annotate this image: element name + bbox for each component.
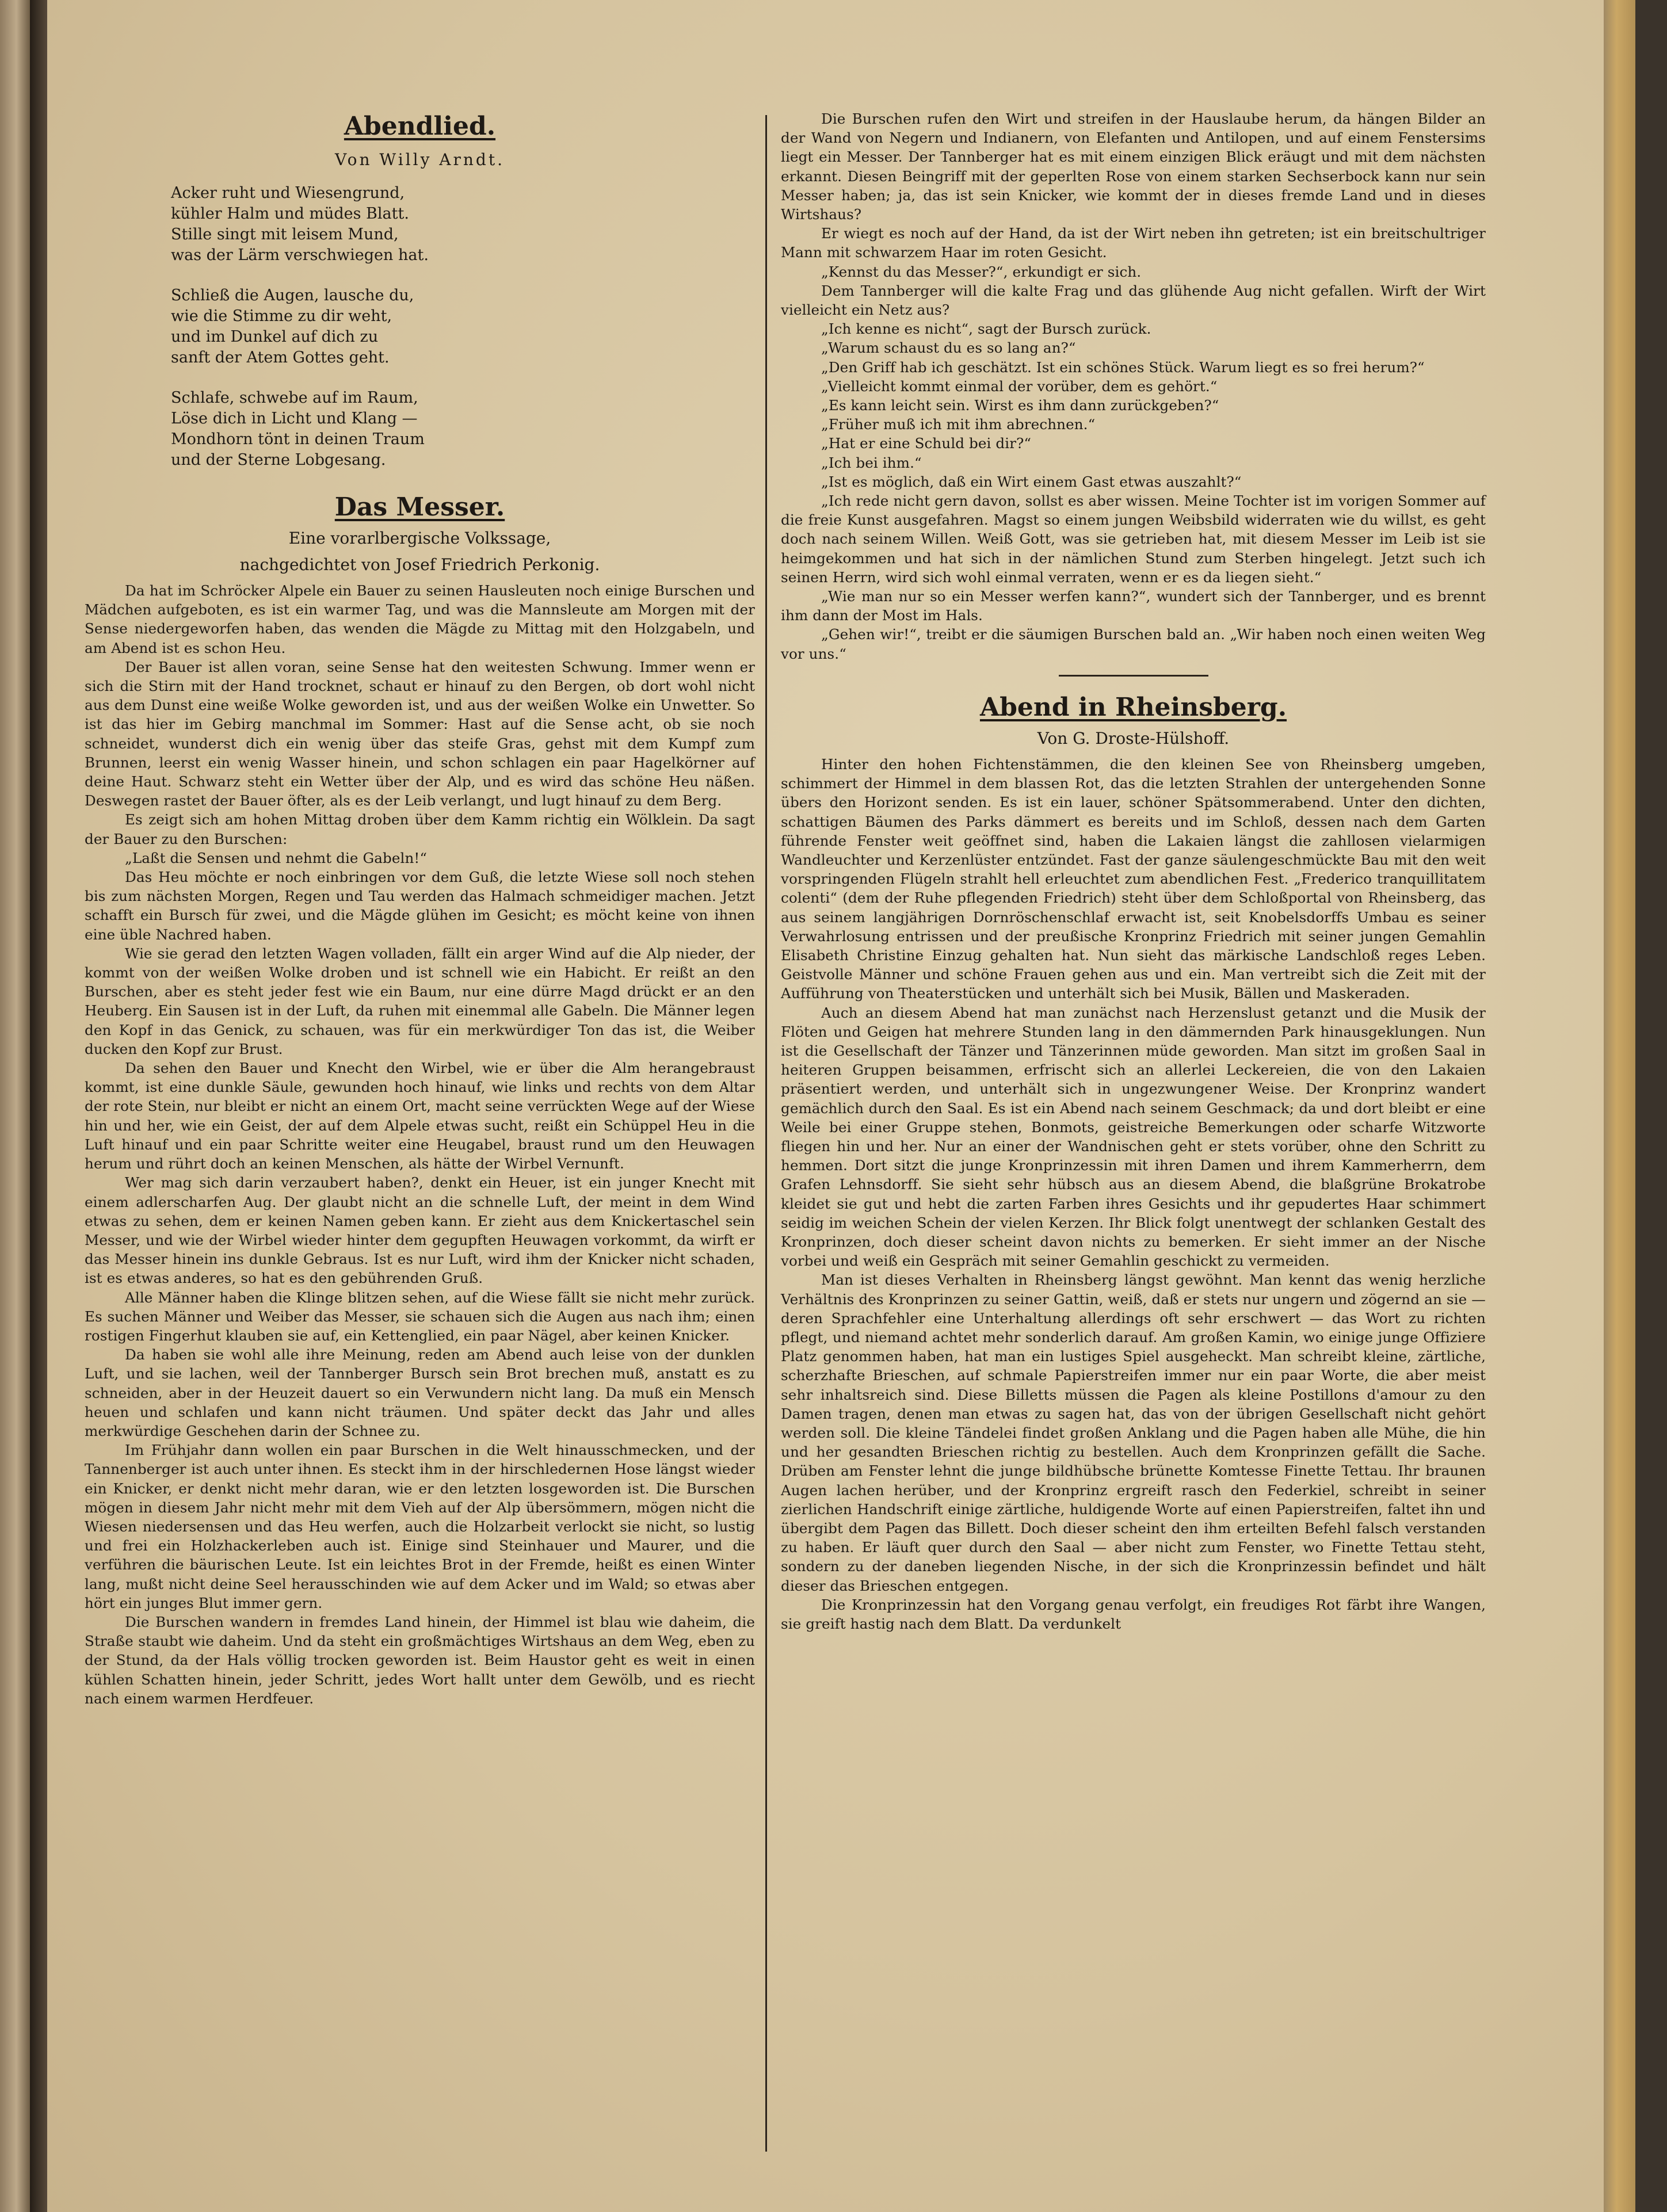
paragraph: „Hat er eine Schuld bei dir?“ bbox=[821, 435, 1032, 452]
story-title: Abend in Rheinsberg. bbox=[979, 692, 1287, 722]
poem-line: und der Sterne Lobgesang. bbox=[171, 451, 386, 469]
paragraph: Dem Tannberger will die kalte Frag und das glühende Aug nicht gefallen. Wirft der Wirt vielleicht ein Netz aus? bbox=[781, 282, 1486, 319]
story-title: Das Messer. bbox=[334, 492, 505, 522]
paragraph: Da hat im Schröcker Alpele ein Bauer zu seinen Hausleuten noch einige Burschen und Mädchen aufgeboten, es ist ein warmer Tag, und was die Mannsleute am Morgen mit der Sense niedergeworfen haben, das wenden die Mägde zu Mittag mit den Holzgabeln, und am Abend ist es schon Heu. bbox=[85, 582, 755, 656]
paragraph: Wer mag sich darin verzaubert haben?, denkt ein Heuer, ist ein junger Knecht mit einem adlerscharfen Aug. Der glaubt nicht an die schnelle Luft, der meint in dem Wind etwas zu sehen, dem er keinen Namen geben kann. Er zieht aus dem Knickertaschel sein Messer, und wie der Wirbel wieder hinter dem gegupften Heuwagen vorkommt, da wirft er das Messer hinein ins dunkle Gebraus. Ist es nur Luft, wird ihm der Knicker nicht schaden, ist es etwas anderes, so hat es den gebührenden Gruß. bbox=[85, 1174, 755, 1287]
paragraph: Die Burschen wandern in fremdes Land hinein, der Himmel ist blau wie daheim, die Straße staubt wie daheim. Und da steht ein großmächtiges Wirtshaus an dem Weg, eben zu der Stund, da der Hals völlig trocken geworden ist. Beim Haustor geht es weit in einen kühlen Schatten hinein, jeder Schritt, jedes Wort hallt unter dem Gewölb, und es riecht nach einem warmen Herdfeuer. bbox=[85, 1613, 755, 1707]
story2-text bbox=[781, 755, 1486, 1633]
poem-line: Stille singt mit leisem Mund, bbox=[171, 226, 399, 243]
book-gutter bbox=[30, 0, 47, 2212]
poem-line: und im Dunkel auf dich zu bbox=[171, 328, 379, 346]
right-column bbox=[781, 109, 1486, 1633]
paragraph: Die Kronprinzessin hat den Vorgang genau verfolgt, ein freudiges Rot färbt ihre Wangen, sie greift hastig nach dem Blatt. Da verdunkelt bbox=[781, 1596, 1486, 1633]
poem-stanza bbox=[171, 388, 755, 471]
poem-line: Löse dich in Licht und Klang — bbox=[171, 410, 418, 427]
paragraph: „Warum schaust du es so lang an?“ bbox=[821, 339, 1076, 357]
poem-author: Von Willy Arndt. bbox=[334, 150, 505, 169]
paragraph: „Kennst du das Messer?“, erkundigt er sich. bbox=[821, 263, 1142, 280]
paragraph: „Gehen wir!“, treibt er die säumigen Burschen bald an. „Wir haben noch einen weiten Weg vor uns.“ bbox=[781, 626, 1486, 662]
poem-line: Schließ die Augen, lausche du, bbox=[171, 286, 414, 304]
paragraph: „Wie man nur so ein Messer werfen kann?“, wundert sich der Tannberger, und es brennt ihm dann der Most im Hals. bbox=[781, 588, 1486, 624]
paragraph: Wie sie gerad den letzten Wagen volladen, fällt ein arger Wind auf die Alp nieder, der kommt von der weißen Wolke droben und ist schnell wie ein Habicht. Er reißt an den Burschen, aber es steht jeder fest wie ein Baum, nur eine dürre Magd drückt er an den Heuberg. Ein Sausen ist in der Luft, da ruhen mit einemmal alle Gabeln. Die Männer legen den Kopf in das Genick, zu schauen, was für ein merkwürdiger Ton das ist, die Weiber ducken den Kopf zur Brust. bbox=[85, 945, 755, 1057]
paragraph: Man ist dieses Verhalten in Rheinsberg längst gewöhnt. Man kennt das wenig herzliche Verhältnis des Kronprinzen zu seiner Gattin, weiß, daß er stets nur ungern und zögernd an sie — deren Sprachfehler eine Unterhaltung allerdings oft sehr erschwert — das Wort zu richten pflegt, und niemand achtet mehr sonderlich darauf. Am großen Kamin, wo einige junge Offiziere Platz genommen haben, hat man ein lustiges Spiel ausgeheckt. Man schreibt kleine, zärtliche, scherzhafte Brieschen, auf schmale Papierstreifen immer nur ein paar Worte, die aber meist sehr inhaltsreich sind. Diese Billetts müssen die Pagen als kleine Postillons d'amour zu den Damen tragen, denen man etwas zu sagen hat, das von der übrigen Gesellschaft nicht gehört werden soll. Die kleine Tändelei findet großen Anklang und die Pagen haben alle Mühe, die hin und her gesandten Brieschen richtig zu bestellen. Auch dem Kronprinzen gefällt die Sache. Drüben am Fenster lehnt die junge bildhübsche brünette Komtesse Finette Tettau. Ihr braunen Augen lachen herüber, und der Kronprinz ergreift rasch den Federkiel, schreibt in seiner zierlichen Handschrift einige zärtliche, huldigende Worte auf einen Papierstreifen, faltet ihn und übergibt dem Pagen das Billett. Doch dieser scheint den ihm erteilten Befehl falsch verstanden zu haben. Er läuft quer durch den Saal — aber nicht zum Fenster, wo Finette Tettau steht, sondern zu der daneben liegenden Nische, in der sich die Kronprinzessin befindet und hält dieser das Brieschen entgegen. bbox=[781, 1271, 1486, 1594]
poem-line: Schlafe, schwebe auf im Raum, bbox=[171, 389, 418, 407]
paragraph: „Ich kenne es nicht“, sagt der Bursch zurück. bbox=[821, 320, 1151, 338]
story-text-right bbox=[781, 109, 1486, 663]
poem-line: was der Lärm verschwiegen hat. bbox=[171, 246, 429, 264]
paragraph: „Ist es möglich, daß ein Wirt einem Gast etwas auszahlt?“ bbox=[821, 473, 1242, 490]
story-subtitle: Eine vorarlbergische Volkssage, bbox=[288, 529, 551, 548]
paragraph: Im Frühjahr dann wollen ein paar Burschen in die Welt hinausschmecken, und der Tannenberger ist auch unter ihnen. Es steckt ihm in der hirschledernen Hose längst wieder ein Knicker, er denkt nicht mehr daran, wie er den letzten losgeworden ist. Die Burschen mögen in diesem Jahr nicht mehr mit dem Vieh auf der Alp übersömmern, mögen nicht die Wiesen niedersensen und das Heu werfen, auch die Holzarbeit verlockt sie nicht, so lustig und frei ein Holzhackerleben auch ist. Einige sind Steinhauer und Maurer, und die verführen die bäurischen Leute. Ist ein leichtes Brot in der Fremde, heißt es einen Winter lang, mußt nicht deine Seel herausschinden wie auf dem Acker und im Wald; so etwas aber hört ein junges Blut immer gern. bbox=[85, 1442, 755, 1611]
paragraph: Der Bauer ist allen voran, seine Sense hat den weitesten Schwung. Immer wenn er sich die Stirn mit der Hand trocknet, schaut er hinauf zu den Bergen, ob dort wohl nicht aus dem Dunst eine weiße Wolke geworden ist, und aus der weißen Wolke ein Unwetter. So ist das hier im Gebirg manchmal im Sommer: Hast auf die Sense acht, ob sie noch schneidet, wunderst dich ein wenig über das steife Gras, gehst mit dem Kumpf zum Brunnen, leerst ein wenig Wasser hinein, und schon schlagen ein paar Hagelkörner auf deine Haut. Schwarz steht ein Wetter über der Alp, und es wird das schöne Heu näßen. Deswegen rastet der Bauer öfter, als es der Leib verlangt, und lugt hinauf zu dem Berg. bbox=[85, 658, 755, 809]
paragraph: „Früher muß ich mit ihm abrechnen.“ bbox=[821, 416, 1096, 433]
paragraph: „Vielleicht kommt einmal der vorüber, dem es gehört.“ bbox=[821, 377, 1218, 395]
paragraph: Alle Männer haben die Klinge blitzen sehen, auf die Wiese fällt sie nicht mehr zurück. Es suchen Männer und Weiber das Messer, sie schauen sich die Augen aus nach ihm; einen rostigen Fingerhut klauben sie auf, ein Kettenglied, ein paar Nägel, aber keinen Knicker. bbox=[85, 1289, 755, 1344]
paragraph: „Es kann leicht sein. Wirst es ihm dann zurückgeben?“ bbox=[821, 397, 1219, 414]
column-divider bbox=[765, 115, 767, 2152]
paragraph: „Ich bei ihm.“ bbox=[821, 454, 922, 471]
poem-line: Mondhorn tönt in deinen Traum bbox=[171, 430, 425, 448]
poem-line: sanft der Atem Gottes geht. bbox=[171, 349, 390, 366]
poem-line: kühler Halm und müdes Blatt. bbox=[171, 205, 409, 223]
facing-page-edge bbox=[0, 0, 30, 2212]
story-text-left bbox=[85, 581, 755, 1708]
poem-stanza bbox=[171, 183, 755, 266]
section-rule bbox=[1059, 675, 1208, 677]
paragraph: Er wiegt es noch auf der Hand, da ist der Wirt neben ihn getreten; ist ein breitschultriger Mann mit schwarzem Haar im roten Gesicht. bbox=[781, 225, 1486, 261]
paragraph: „Ich rede nicht gern davon, sollst es aber wissen. Meine Tochter ist im vorigen Sommer auf die freie Kunst ausgefahren. Magst so einem jungen Weibsbild widerraten wie du willst, es geht doch nach seinem Willen. Weiß Gott, was sie getrieben hat, mit diesem Messer im Leib ist sie heimgekommen und hat sich in der nämlichen Stund zum Sterben hingelegt. Jetzt such ich seinen Herrn, wird sich wohl einmal verraten, wenn er es da liegen sieht.“ bbox=[781, 492, 1486, 586]
poem-line: wie die Stimme zu dir weht, bbox=[171, 307, 392, 325]
poem-body bbox=[171, 183, 755, 471]
paragraph: Das Heu möchte er noch einbringen vor dem Guß, die letzte Wiese soll noch stehen bis zum nächsten Morgen, Regen und Tau werden das Halmach schmeidiger machen. Jetzt schafft ein Bursch für zwei, und die Mägde glühen im Gesicht; es möcht keine von ihnen eine üble Nachred haben. bbox=[85, 869, 755, 943]
poem-line: Acker ruht und Wiesengrund, bbox=[171, 184, 405, 202]
paragraph: „Den Griff hab ich geschätzt. Ist ein schönes Stück. Warum liegt es so frei herum?“ bbox=[821, 358, 1425, 376]
story-author: Von G. Droste-Hülshoff. bbox=[1037, 728, 1230, 748]
paragraph: Es zeigt sich am hohen Mittag droben über dem Kamm richtig ein Wölklein. Da sagt der Bauer zu den Burschen: bbox=[85, 811, 755, 847]
paragraph: Da haben sie wohl alle ihre Meinung, reden am Abend auch leise von der dunklen Luft, und sie lachen, weil der Tannberger Bursch sein Brot brechen muß, anstatt es zu schneiden, aber in der Heuzeit dauert so ein Verwundern nicht lang. Da muß ein Mensch heuen und schlafen und kann nicht träumen. Und später deckt das Jahr und alles merkwürdige Geschehen darin der Schnee zu. bbox=[85, 1346, 755, 1439]
page-edge bbox=[1604, 0, 1635, 2212]
paragraph: „Laßt die Sensen und nehmt die Gabeln!“ bbox=[125, 849, 428, 866]
newspaper-page bbox=[47, 0, 1635, 2212]
left-column bbox=[85, 109, 755, 1708]
poem-title: Abendlied. bbox=[344, 112, 496, 141]
paragraph: Da sehen den Bauer und Knecht den Wirbel, wie er über die Alm herangebraust kommt, ist eine dunkle Säule, gewunden hoch hinauf, wie links und rechts von dem Altar der rote Stein, nur bleibt er nicht an einem Ort, macht seine verrückten Wege auf der Wiese hin und her, wie ein Geist, der auf dem Alpele etwas sucht, reißt ein Schüppel Heu in die Luft hinauf und ein paar Schritte weiter eine Heugabel, braust rund um den Heuwagen herum und rührt doch an keinen Menschen, als hätte der Wirbel Vernunft. bbox=[85, 1060, 755, 1172]
paragraph: Die Burschen rufen den Wirt und streifen in der Hauslaube herum, da hängen Bilder an der Wand von Negern und Indianern, von Elefanten und Antilopen, und auf einem Fenstersims liegt ein Messer. Der Tannberger hat es mit einem einzigen Blick eräugt und mit dem nächsten erkannt. Diesen Beingriff mit der geperlten Rose von einem starken Sechserbock kann nur sein Messer haben; ja, das ist sein Knicker, wie kommt der in dieses fremde Land und in dieses Wirtshaus? bbox=[781, 110, 1486, 223]
paragraph: Hinter den hohen Fichtenstämmen, die den kleinen See von Rheinsberg umgeben, schimmert der Himmel in dem blassen Rot, das die letzten Strahlen der untergehenden Sonne übers den Horizont senden. Es ist ein lauer, schöner Spätsommerabend. Unter den dichten, schattigen Bäumen des Parks dämmert es bereits und im Schloß, dessen nach dem Garten führende Fenster weit geöffnet sind, haben die Lakaien längst die zahllosen vielarmigen Wandleuchter und Kerzenlüster entzündet. Fast der ganze säulengeschmückte Bau mit den weit vorspringenden Flügeln strahlt hell erleuchtet zum abendlichen Fest. „Frederico tranquillitatem colenti“ (dem der Ruhe pflegenden Friedrich) steht über dem Schloßportal von Rheinsberg, das aus seinem langjährigen Dornröschenschlaf erwacht ist, seit Knobelsdorffs Umbau es seiner Verwahrlosung entrissen und der preußische Kronprinz Friedrich mit seiner jungen Gemahlin Elisabeth Christine Einzug gehalten hat. Nun sieht das märkische Landschloß reges Leben. Geistvolle Männer und schöne Frauen gehen aus und ein. Man vertreibt sich die Zeit mit der Aufführung von Theaterstücken und unterhält sich bei Musik, Bällen und Maskeraden. bbox=[781, 755, 1486, 1002]
story-byline: nachgedichtet von Josef Friedrich Perkonig. bbox=[239, 555, 600, 574]
paragraph: Auch an diesem Abend hat man zunächst nach Herzenslust getanzt und die Musik der Flöten und Geigen hat mehrere Stunden lang in den dämmernden Park hinausgeklungen. Nun ist die Gesellschaft der Tänzer und Tänzerinnen müde geworden. Man sitzt im großen Saal in heiteren Gruppen beisammen, erfrischt sich an allerlei Leckereien, die von den Lakaien präsentiert werden, und unterhält sich in ungezwungener Weise. Der Kronprinz wandert gemächlich durch den Saal. Es ist ein Abend nach seinem Geschmack; da und dort bleibt er eine Weile bei einer Gruppe stehen, Bonmots, geistreiche Bemerkungen oder scharfe Witzworte fliegen hin und her. Nur an einer der Wandnischen geht er stets vorüber, ohne den Schritt zu hemmen. Dort sitzt die junge Kronprinzessin mit ihren Damen und ihrem Kammerherrn, dem Grafen Lehnsdorff. Sie sieht sehr hübsch aus an diesem Abend, die blaßgrüne Brokatrobe kleidet sie gut und hebt die zarten Farben ihres Gesichts und ihr gepudertes Haar schimmert seidig im weichen Schein der vielen Kerzen. Ihr Blick folgt unentwegt der schlanken Gestalt des Kronprinzen, doch dieser scheint davon nichts zu bemerken. Er sieht immer an der Nische vorbei und weiß ein Gespräch mit seiner Gemahlin geschickt zu vermeiden. bbox=[781, 1004, 1486, 1270]
poem-stanza bbox=[171, 285, 755, 368]
